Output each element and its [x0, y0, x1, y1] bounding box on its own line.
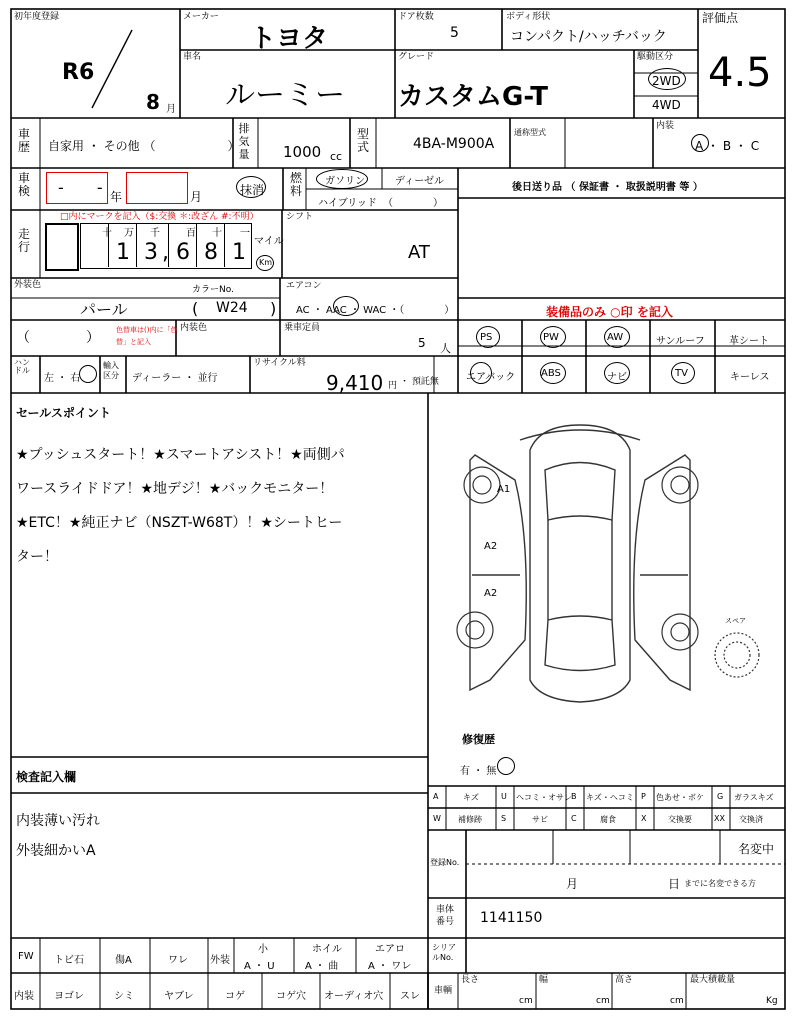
size-label: 車輌: [434, 986, 453, 996]
maker-label: メーカー: [183, 12, 219, 22]
score: 4.5: [708, 50, 772, 96]
shift-label: シフト: [286, 212, 314, 222]
notes-label: 検査記入欄: [16, 770, 77, 784]
fuel-diesel: ディーゼル: [395, 176, 444, 187]
equip-navi-circle: [604, 362, 630, 384]
grade: カスタムG-T: [398, 82, 549, 112]
color-no: W24: [216, 300, 248, 316]
digit-2: 3: [144, 240, 158, 265]
first-reg-month: 8: [146, 90, 160, 114]
legend-code: S: [501, 814, 507, 823]
mark-a2-1: A2: [484, 541, 498, 552]
handle-label: ハンドル: [14, 358, 30, 375]
legend-code: XX: [714, 814, 725, 823]
equip-title: 装備品のみ ○印 を記入: [546, 305, 673, 319]
legend-text: サビ: [532, 815, 548, 824]
cc-unit: cc: [330, 150, 343, 163]
digit-4: 8: [204, 240, 218, 265]
sales-point-text: [16, 442, 345, 571]
equip-tv-circle: [671, 362, 695, 384]
digit-1: 1: [116, 240, 130, 265]
displacement-label: 排気量: [238, 122, 250, 161]
legend-code: U: [501, 792, 507, 801]
insp-none-circle: [236, 176, 266, 198]
reg-until: までに名変できる方: [684, 879, 756, 888]
equip-airbag: エアバック: [466, 372, 516, 383]
unit-5: 一: [240, 228, 250, 239]
reg-label: 登録No.: [430, 858, 460, 867]
yen: 円: [388, 381, 398, 391]
mileage-label: 走行: [17, 227, 30, 254]
unit-2: 千: [150, 228, 160, 239]
fuel-gasoline: ガソリン: [325, 176, 365, 187]
ac-circle: [333, 296, 359, 316]
legend-text: 交換済: [739, 815, 763, 824]
legend-code: G: [717, 792, 724, 801]
wheel-label: ホイル: [312, 944, 342, 955]
int-item: スレ: [400, 991, 420, 1002]
import-label: 輸入区分: [103, 361, 119, 380]
legend-text: 腐食: [600, 815, 616, 824]
equip-navi: ナビ: [607, 372, 627, 383]
interior-circle: [691, 134, 709, 152]
equip-ps: PS: [480, 332, 493, 343]
repair-value: 有 ・ 無: [460, 766, 497, 777]
import-value: ディーラー ・ 並行: [132, 373, 218, 384]
equip-ps-circle: [476, 326, 500, 348]
mileage-note: □内にマークを記入（$:交換 ＊:改ざん #:不明）: [60, 212, 259, 222]
digit-3: 6: [176, 240, 190, 265]
recycle-value: 9,410: [326, 371, 384, 395]
month-unit: 月: [166, 104, 176, 115]
fuel-other: （ ）: [383, 198, 443, 209]
insp-box2: [126, 172, 188, 204]
load-label: 最大積載量: [690, 975, 736, 985]
drive-2wd: 2WD: [652, 74, 681, 88]
equip-abs-circle: [540, 362, 566, 384]
fuel-circle: [316, 169, 368, 189]
common-type-label: 通称型式: [514, 128, 546, 137]
equip-aw-circle: [604, 326, 630, 348]
sales-line: ★プッシュスタート！★スマートアシスト！★両側パ: [16, 447, 345, 463]
drive-label: 駆動区分: [637, 52, 674, 62]
width-label: 幅: [539, 975, 549, 985]
aero-val: A ・ ワレ: [368, 961, 412, 972]
digit-5: 1: [232, 240, 246, 265]
deposit: ・ 預託無: [400, 377, 439, 387]
color-no-open: (: [192, 299, 199, 318]
unit-3: 百: [186, 228, 196, 239]
chassis: 1141150: [480, 910, 543, 926]
fuel-label: 燃料: [289, 171, 302, 198]
maker: トヨタ: [250, 24, 329, 54]
score-label: 評価点: [702, 11, 739, 25]
ac-label: エアコン: [286, 281, 322, 291]
interior-label: 内装: [656, 121, 675, 131]
legend-text: 補修跡: [458, 815, 482, 824]
equip-airbag-circle: [470, 362, 492, 384]
int-item: ヤブレ: [164, 991, 194, 1002]
small-label: 小: [258, 944, 268, 955]
sales-line: ワースライドドア！★地デジ！★バックモニター！: [16, 481, 334, 497]
legend: [428, 786, 785, 830]
drive-circle: [648, 68, 686, 90]
mile-label: マイル: [254, 236, 284, 247]
int-label: 内装: [14, 991, 34, 1002]
legend-text: キズ: [463, 793, 479, 802]
insp-dashes: - -: [58, 178, 117, 197]
type-label: 型式: [356, 127, 369, 154]
aero-label: エアロ: [375, 944, 405, 955]
type: 4BA-M900A: [413, 136, 495, 152]
height-cm: cm: [670, 996, 684, 1006]
doors-label: ドア枚数: [398, 12, 434, 22]
inspection-label: 車検: [17, 171, 30, 198]
unit-1: 万: [124, 228, 134, 239]
equip-abs: ABS: [541, 368, 561, 379]
fuel-hybrid: ハイブリッド: [318, 198, 377, 209]
int-item: シミ: [114, 991, 134, 1002]
legend-code: X: [641, 814, 647, 823]
equip-pw-circle: [540, 326, 566, 348]
body-label: ボディ形状: [506, 12, 551, 22]
int-item: コゲ穴: [276, 991, 306, 1002]
handle-value: 左 ・ 右: [44, 373, 81, 384]
legend-text: ヘコミ・オサレ: [516, 793, 572, 802]
car-diagram: [470, 425, 690, 702]
ext-color: パール: [80, 300, 128, 319]
int-item: コゲ: [225, 991, 245, 1002]
repaint-note: 色替車は()内に「色替」と記入: [116, 326, 178, 346]
insp-year-unit: 年: [110, 190, 123, 204]
equip-leather: 革シート: [729, 336, 769, 347]
serial-label: シリアルNo.: [432, 943, 456, 962]
chassis-label: 車体番号: [436, 905, 455, 927]
int-item: オーディオ穴: [324, 991, 384, 1002]
drive-4wd: 4WD: [652, 98, 681, 112]
sales-line: ★ETC！★純正ナビ（NSZT-W68T）！★シートヒー: [16, 515, 343, 531]
name-change: 名変中: [738, 842, 775, 856]
spare-label: スペア: [725, 617, 746, 625]
doors: 5: [450, 25, 459, 41]
legend-code: B: [571, 792, 577, 801]
legend-text: ガラスキズ: [734, 793, 774, 802]
equip-tv: TV: [675, 368, 688, 379]
mark-a2-2: A2: [484, 588, 498, 599]
height-label: 高さ: [615, 975, 634, 985]
grade-label: グレード: [398, 52, 435, 62]
interior-color-label: 内装色: [180, 323, 208, 333]
history-label: 車歴: [17, 127, 30, 154]
digit-comma: ,: [162, 240, 169, 265]
fw-item: ワレ: [168, 955, 188, 966]
legend-text: 色あせ・ボケ: [656, 793, 704, 802]
docs-label: 後日送り品 （ 保証書 ・ 取扱説明書 等 ）: [512, 182, 703, 193]
mileage-box-0: [45, 223, 79, 271]
color-no-label: カラーNo.: [192, 285, 234, 295]
km-label: Km: [259, 258, 273, 267]
length-cm: cm: [519, 996, 533, 1006]
capacity-unit: 人: [440, 342, 451, 355]
load-kg: Kg: [766, 996, 778, 1006]
model-label: 車名: [183, 52, 202, 62]
history-value: 自家用 ・ その他 （ ）: [48, 139, 240, 153]
displacement: 1000: [283, 143, 322, 161]
km-circle: [256, 255, 274, 271]
first-reg-year: R6: [62, 60, 95, 85]
model: ルーミー: [225, 78, 345, 113]
reg-day: 日: [668, 877, 681, 891]
equip-keyless: キーレス: [730, 372, 770, 383]
unit-4: 十: [212, 228, 222, 239]
ext-color-label: 外装色: [14, 280, 42, 290]
legend-text: キズ・ヘコミ: [586, 793, 634, 802]
int-item: ヨゴレ: [54, 991, 84, 1002]
width-cm: cm: [596, 996, 610, 1006]
fw-item: 傷A: [115, 955, 132, 966]
equip-sunroof: サンルーフ: [656, 336, 705, 347]
fw-label: FW: [18, 951, 34, 962]
legend-text: 交換要: [668, 815, 692, 824]
unit-0: 十: [102, 228, 112, 239]
shift: AT: [408, 242, 430, 263]
legend-code: A: [433, 792, 439, 801]
wheel-val: A ・ 曲: [305, 961, 339, 972]
sales-line: ター！: [16, 549, 58, 565]
equip-aw: AW: [607, 332, 624, 343]
legend-code: C: [571, 814, 577, 823]
legend-code: P: [641, 792, 646, 801]
notes-line-2: 外装細かいA: [16, 843, 96, 859]
repair-circle: [497, 757, 515, 775]
small-val: A ・ U: [244, 961, 275, 972]
interior-grades: A ・ B ・ C: [695, 139, 760, 153]
notes-line-1: 内装薄い汚れ: [16, 813, 100, 829]
handle-circle: [79, 365, 97, 383]
repaint-paren: （ ）: [16, 330, 100, 346]
ext-label: 外装: [210, 955, 230, 966]
mark-a1: A1: [497, 484, 511, 495]
recycle-label: リサイクル料: [253, 358, 306, 368]
ac-value: AC ・ AAC ・ WAC ・（ ）: [296, 305, 455, 316]
first-reg-label: 初年度登録: [14, 12, 60, 22]
color-no-close: ): [270, 299, 277, 318]
capacity: 5: [418, 336, 426, 350]
fw-item: トビ石: [54, 955, 84, 966]
repair-label: 修復歴: [462, 733, 495, 746]
reg-month: 月: [566, 877, 579, 891]
insp-month-unit: 月: [190, 190, 203, 204]
legend-code: W: [433, 814, 441, 823]
equip-pw: PW: [543, 332, 559, 343]
insp-none: 抹消: [240, 183, 265, 197]
body-type: コンパクト/ハッチバック: [510, 29, 667, 45]
length-label: 長さ: [461, 975, 480, 985]
sales-point-label: セールスポイント: [16, 406, 111, 420]
capacity-label: 乗車定員: [284, 323, 321, 333]
